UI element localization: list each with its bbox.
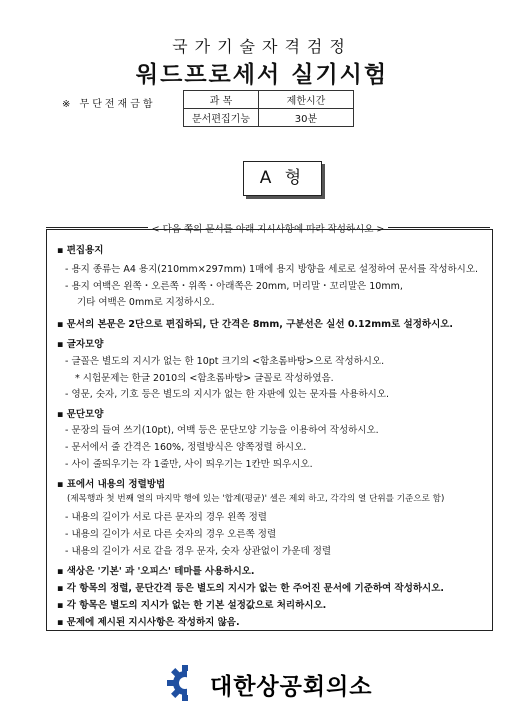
list-item: ▪ 표에서 내용의 정렬방법	[57, 479, 166, 490]
chamber-logo	[165, 663, 385, 703]
list-item: - 문장의 들여 쓰기(10pt), 여백 등은 문단모양 기능을 이용하여 작성하시오.	[65, 425, 379, 436]
gear-logo-icon	[165, 663, 205, 703]
list-item: - 사이 줄띄우기는 각 1줄만, 사이 띄우기는 1칸만 띄우시오.	[65, 459, 313, 470]
list-item: - 용지 여백은 왼쪽・오른쪽・위쪽・아래쪽은 20mm, 머리말・꼬리말은 10mm,	[65, 281, 403, 292]
page-title: 워드프로세서 실기시험	[135, 62, 389, 88]
list-item: ▪ 각 항목의 정렬, 문단간격 등은 별도의 지시가 없는 한 주어진 문서에 기준하여 작성하시오.	[57, 583, 445, 594]
list-item: - 영문, 숫자, 기호 등은 별도의 지시가 없는 한 자판에 있는 문자를 사용하시오.	[65, 389, 390, 400]
list-item: * 시험문제는 한글 2010의 <함초롬바탕> 글꼴로 작성하였음.	[75, 373, 334, 384]
list-item: ▪ 문단모양	[57, 409, 104, 420]
list-item: - 문서에서 줄 간격은 160%, 정렬방식은 양쪽정렬 하시오.	[65, 442, 307, 453]
time-limit-value: 30분	[259, 109, 354, 127]
instructions-header-text: < 다음 쪽의 문서를 아래 지시사항에 따라 작성하시오 >	[148, 224, 389, 235]
exam-info-table	[183, 90, 354, 127]
subject-header: 과 목	[184, 91, 259, 109]
list-item: ▪ 문제에 제시된 지시사항은 작성하지 않음.	[57, 617, 240, 628]
list-item: ▪ 각 항목은 별도의 지시가 없는 한 기본 설정값으로 처리하시오.	[57, 600, 327, 611]
instructions-box	[46, 229, 493, 631]
list-item: 기타 여백은 0mm로 지정하시오.	[77, 297, 215, 308]
list-item: ▪ 편집용지	[57, 245, 104, 256]
list-item: (제목행과 첫 번째 열의 마지막 행에 있는 '합계(평균)' 셀은 제외 하고, 각각의 열 단위를 기준으로 함)	[67, 494, 445, 504]
exam-type-box: A 형	[243, 161, 322, 196]
time-limit-header: 제한시간	[259, 91, 354, 109]
logo-text: 대한상공회의소	[210, 674, 373, 700]
list-item: ▪ 글자모양	[57, 339, 104, 350]
exam-subtitle: 국가기술자격검정	[172, 37, 352, 56]
list-item: - 내용의 길이가 서로 다른 문자의 경우 왼쪽 정렬	[65, 512, 267, 523]
list-item: - 글꼴은 별도의 지시가 없는 한 10pt 크기의 <함초롬바탕>으로 작성하시오.	[65, 356, 385, 367]
list-item: - 내용의 길이가 서로 같을 경우 문자, 숫자 상관없이 가운데 정렬	[65, 546, 332, 557]
copyright-notice: ※ 무단전재금함	[62, 99, 156, 110]
table-row	[184, 109, 354, 127]
subject-value: 문서편집기능	[184, 109, 259, 127]
list-item: - 내용의 길이가 서로 다른 숫자의 경우 오른쪽 정렬	[65, 529, 277, 540]
list-item: ▪ 문서의 본문은 2단으로 편집하되, 단 간격은 8mm, 구분선은 실선 0.12mm로 설정하시오.	[57, 319, 454, 330]
list-item: ▪ 색상은 '기본' 과 '오피스' 테마를 사용하시오.	[57, 566, 255, 577]
list-item: - 용지 종류는 A4 용지(210mm×297mm) 1매에 용지 방향을 세로로 설정하여 문서를 작성하시오.	[65, 264, 479, 275]
table-row	[184, 91, 354, 109]
